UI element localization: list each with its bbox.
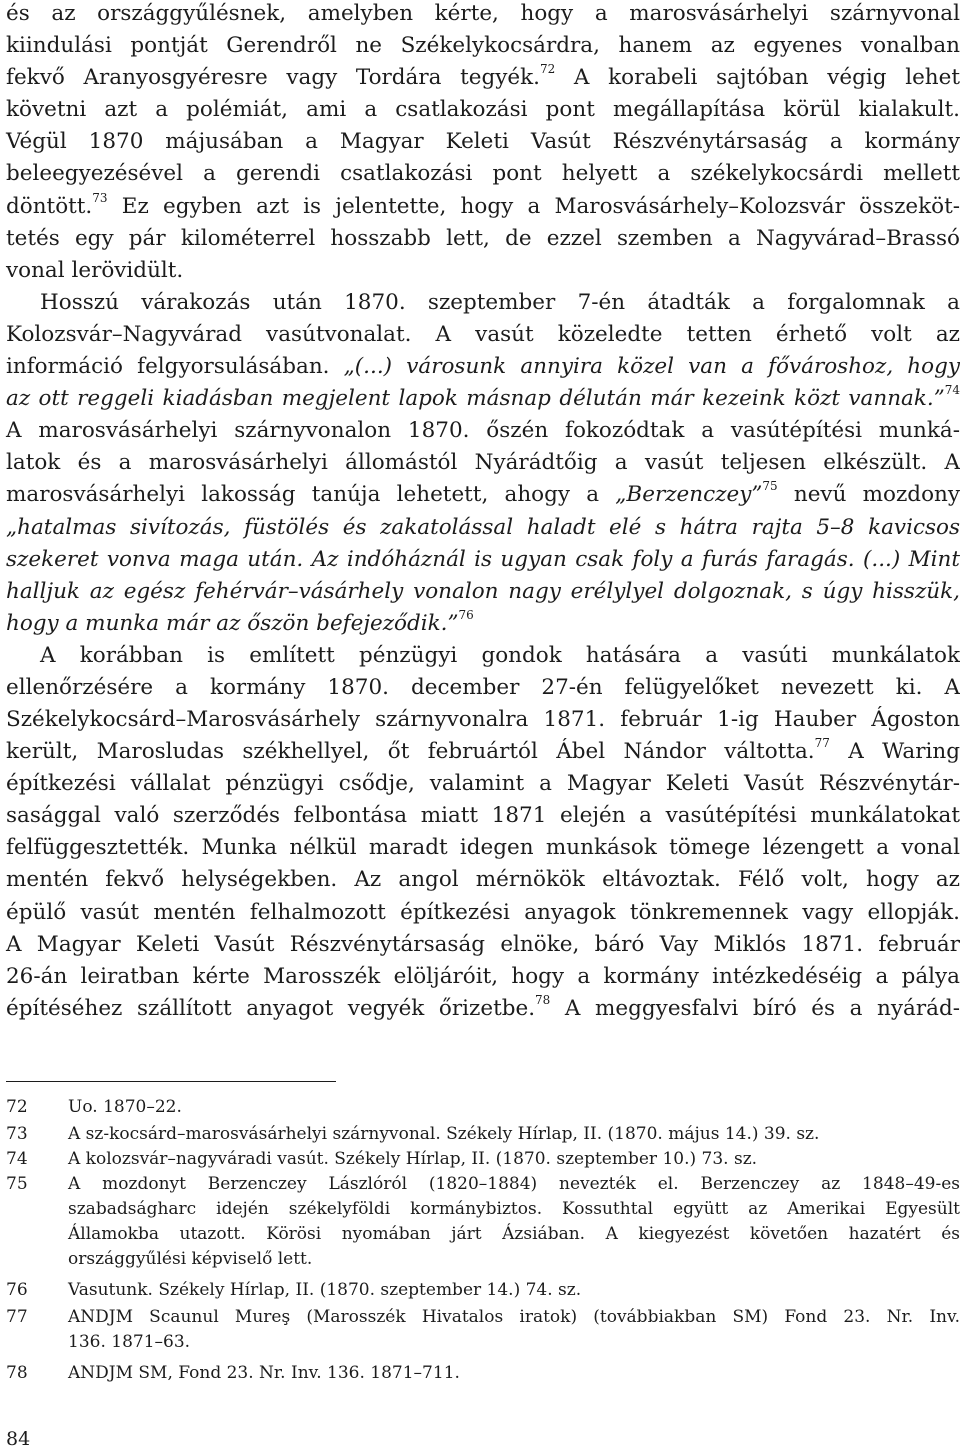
body-line: beleegyezésével a gerendi csatlakozási pont helyett a székelykocsárdi mellett <box>6 161 960 186</box>
quotation: az ott reggeli kiadásban megjelent lapok másnap délután már kezeink közt vannak.” <box>6 386 945 411</box>
footnote-74 <box>6 1148 960 1171</box>
footnote-divider <box>6 1081 336 1082</box>
footnote-number: 75 <box>6 1174 28 1194</box>
footnote-72 <box>6 1096 960 1119</box>
body-line: ellenőrzésére a kormány 1870. december 27-én felügyelőket nevezett ki. A <box>6 675 960 700</box>
footnote-text: A sz-kocsárd–marosvásárhelyi szárnyvonal. Székely Hírlap, II. (1870. május 14.) 39. sz. <box>68 1124 820 1144</box>
footnote-text: Államokba utazott. Körösi nyomában járt Ázsiában. A kiegyezést követően hazatért és <box>68 1224 960 1244</box>
body-line: került, Marosludas székhellyel, őt februártól Ábel Nándor váltotta.$^{77}$ A Waring <box>6 736 960 764</box>
body-line <box>6 578 960 606</box>
footnote-number: 74 <box>6 1149 28 1169</box>
footnote-ref-73[interactable]: 73 <box>92 191 108 205</box>
footnote-number: 73 <box>6 1124 28 1144</box>
footnote-78 <box>6 1362 960 1385</box>
body-line: információ felgyorsulásában. „(...) városunk annyira közel van a fővároshoz, hogy <box>6 354 960 379</box>
body-line <box>6 514 960 542</box>
footnote-text: 136. 1871–63. <box>68 1332 191 1352</box>
quotation: szekeret vonva maga után. Az indóháznál is ugyan csak foly a furás faragás. (...) Mint <box>6 547 960 572</box>
footnote-text: ANDJM SM, Fond 23. Nr. Inv. 136. 1871–711. <box>68 1363 460 1383</box>
body-line <box>6 546 960 574</box>
body-line: és az országgyűlésnek, amelyben kérte, hogy a marosvásárhelyi szárnyvonal <box>6 1 960 26</box>
footnote-ref-77[interactable]: 77 <box>814 736 830 750</box>
footnote-76 <box>6 1279 960 1302</box>
footnote-text: A mozdonyt Berzenczey Lászlóról (1820–1884) nevezték el. Berzenczey az 1848–49-es <box>68 1174 960 1194</box>
body-line <box>6 385 960 415</box>
body-line: mentén fekvő helységekben. Az angol mérnökök eltávoztak. Félő volt, hogy az <box>6 867 960 892</box>
footnote-text: országgyűlési képviselő lett. <box>68 1249 313 1269</box>
body-line: tetés egy pár kilométerrel hosszabb lett, de ezzel szemben a Nagyvárad–Brassó <box>6 226 960 251</box>
quotation: halljuk az egész fehérvár–vásárhely vonalon nagy erélylyel dolgoznak, s úgy hisszük, <box>6 579 960 604</box>
page-number: 84 <box>6 1428 31 1450</box>
footnote-ref-76[interactable]: 76 <box>458 608 474 622</box>
footnote-ref-72[interactable]: 72 <box>540 62 556 76</box>
footnote-number: 76 <box>6 1280 28 1300</box>
paragraph-start-line: Hosszú várakozás után 1870. szeptember 7-én átadták a forgalomnak a <box>40 290 960 315</box>
footnote-ref-75[interactable]: 75 <box>762 479 778 493</box>
footnote-number: 78 <box>6 1363 28 1383</box>
body-line: építéséhez szállított anyagot vegyék őrizetbe.$^{78}$ A meggyesfalvi bíró és a nyárád- <box>6 993 960 1021</box>
body-line: épülő vasút mentén felhalmozott építkezési anyagok tönkremennek vagy ellopják. <box>6 900 960 925</box>
footnote-text: A kolozsvár–nagyváradi vasút. Székely Hírlap, II. (1870. szeptember 10.) 73. sz. <box>68 1149 758 1169</box>
body-line: felfüggesztették. Munka nélkül maradt idegen munkások tömege lézengett a vonal <box>6 835 960 860</box>
footnote-text: Uo. 1870–22. <box>68 1097 182 1117</box>
body-line: követni azt a polémiát, ami a csatlakozási pont megállapítása körül kialakult. <box>6 97 960 122</box>
footnote-77 <box>6 1306 960 1356</box>
footnote-ref-74[interactable]: 74 <box>944 383 960 397</box>
body-line: A Magyar Keleti Vasút Részvénytársaság elnöke, báró Vay Miklós 1871. február <box>6 932 960 957</box>
footnote-73 <box>6 1123 960 1146</box>
body-line: Székelykocsárd–Marosvásárhely szárnyvonalra 1871. február 1-ig Hauber Ágoston <box>6 707 960 732</box>
footnote-text: ANDJM Scaunul Mureş (Marosszék Hivatalos iratok) (továbbiakban SM) Fond 23. Nr. Inv. <box>68 1307 960 1327</box>
footnote-text: Vasutunk. Székely Hírlap, II. (1870. szeptember 14.) 74. sz. <box>68 1280 582 1300</box>
body-line: Kolozsvár–Nagyvárad vasútvonalat. A vasút közeledte tetten érhető volt az <box>6 322 960 347</box>
quotation: hogy a munka már az őszön befejeződik.” <box>6 611 459 636</box>
footnote-text: szabadságharc idején székelyföldi kormánybiztos. Kossuthtal együtt az Amerikai Egyesült <box>68 1199 960 1219</box>
body-line: sasággal való szerződés felbontása miatt 1871 elején a vasútépítési munkálatokat <box>6 803 960 828</box>
body-line <box>6 610 960 640</box>
paragraph-start-line: A korábban is említett pénzügyi gondok hatására a vasúti munkálatok <box>40 643 960 668</box>
body-line: kiindulási pontját Gerendről ne Székelykocsárdra, hanem az egyenes vonalban <box>6 33 960 58</box>
body-line: marosvásárhelyi lakosság tanúja lehetett, ahogy a „Berzenczey”$^{75}$ nevű mozdony <box>6 479 960 507</box>
body-line: latok és a marosvásárhelyi állomástól Nyárádtőig a vasút teljesen elkészült. A <box>6 450 960 475</box>
footnote-number: 77 <box>6 1307 28 1327</box>
body-line: döntött.$^{73}$ Ez egyben azt is jelentette, hogy a Marosvásárhely–Kolozsvár összeköt- <box>6 191 960 219</box>
body-line: A marosvásárhelyi szárnyvonalon 1870. őszén fokozódtak a vasútépítési munká- <box>6 418 960 443</box>
body-line: 26-án leiratban kérte Marosszék elöljáróit, hogy a kormány intézkedéséig a pálya <box>6 964 960 989</box>
body-line: Végül 1870 májusában a Magyar Keleti Vasút Részvénytársaság a kormány <box>6 129 960 154</box>
footnote-number: 72 <box>6 1097 28 1117</box>
footnote-ref-78[interactable]: 78 <box>535 993 551 1007</box>
body-line: fekvő Aranyosgyéresre vagy Tordára tegyék.$^{72}$ A korabeli sajtóban végig lehet <box>6 62 960 90</box>
quotation: „hatalmas sivítozás, füstölés és zakatolással haladt elé s hátra rajta 5–8 kavicsos <box>6 515 960 540</box>
body-line: építkezési vállalat pénzügyi csődje, valamint a Magyar Keleti Vasút Részvénytár- <box>6 771 960 796</box>
locomotive-name: „Berzenczey” <box>615 482 763 507</box>
body-line: vonal lerövidült. <box>6 258 184 283</box>
footnote-75 <box>6 1173 960 1273</box>
quotation: „(...) városunk annyira közel van a fővároshoz, hogy <box>343 354 960 379</box>
